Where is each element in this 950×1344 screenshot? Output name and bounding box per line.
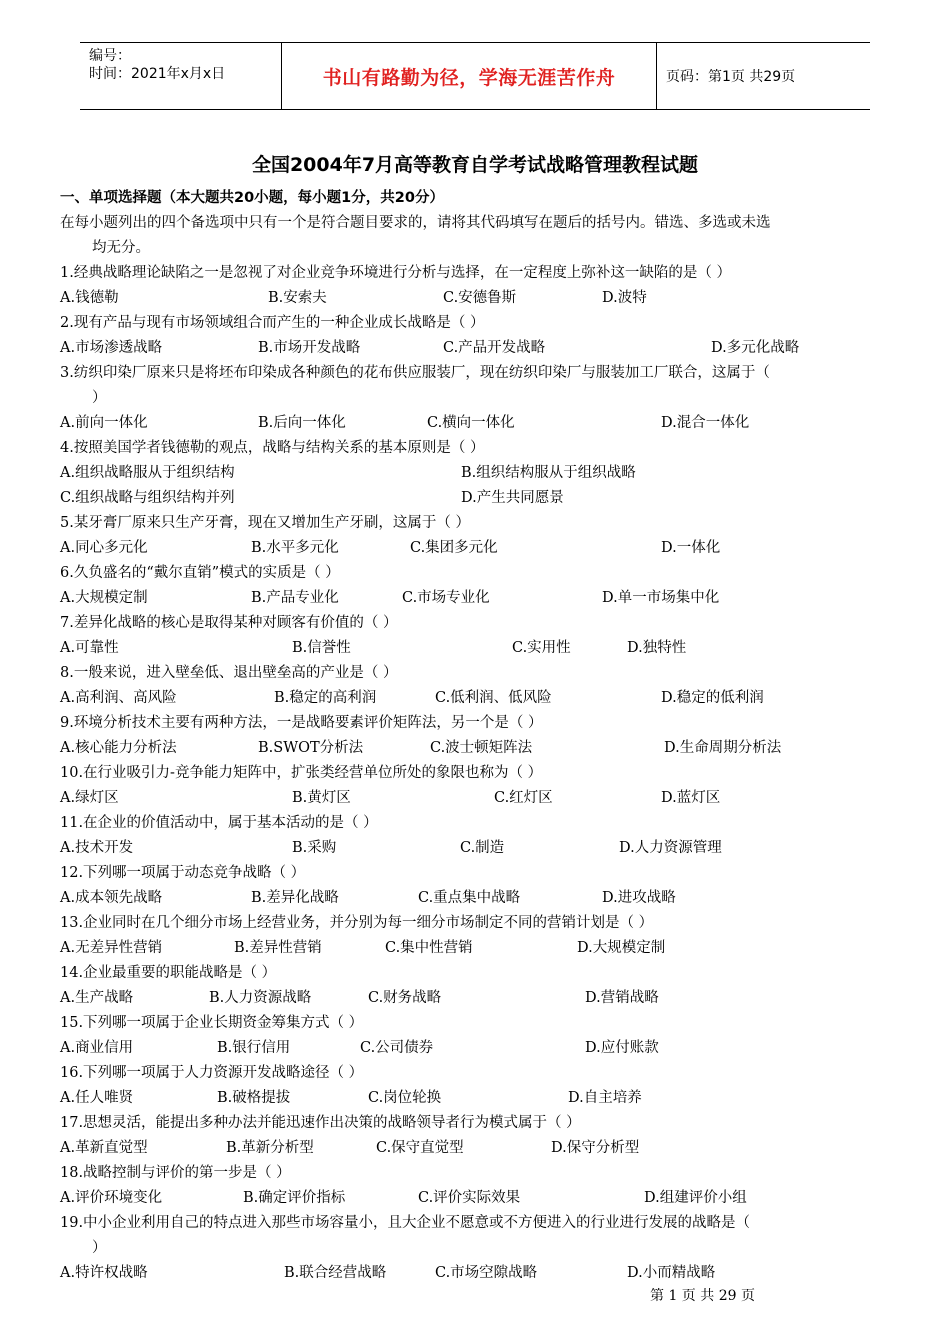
answer-option: A.技术开发 [60, 840, 134, 856]
answer-option: A.商业信用 [60, 1040, 134, 1056]
answer-option: C.岗位轮换 [368, 1090, 442, 1106]
option-row [60, 1136, 890, 1161]
answer-option: C.重点集中战略 [418, 890, 521, 906]
question-stem: 10.在行业吸引力-竞争能力矩阵中，扩张类经营单位所处的象限也称为（ ） [60, 765, 543, 781]
option-row [60, 1086, 890, 1111]
question-stem: 3.纺织印染厂原来只是将坯布印染成各种颜色的花布供应服装厂，现在纺织印染厂与服装加工厂联合，这属于（ [60, 365, 770, 381]
answer-option: C.集中性营销 [385, 940, 473, 956]
option-row [60, 786, 890, 811]
answer-option: D.单一市场集中化 [602, 590, 720, 606]
option-row [60, 336, 890, 361]
answer-option: A.大规模定制 [60, 590, 148, 606]
question-stem: 16.下列哪一项属于人力资源开发战略途径（ ） [60, 1065, 364, 1081]
answer-option: B.市场开发战略 [258, 340, 361, 356]
question-stem: 11.在企业的价值活动中，属于基本活动的是（ ） [60, 815, 378, 831]
answer-option: B.安索夫 [268, 290, 327, 306]
answer-option: B.组织结构服从于组织战略 [461, 465, 636, 481]
answer-option: D.人力资源管理 [619, 840, 722, 856]
question-stem: 17.思想灵活，能提出多种办法并能迅速作出决策的战略领导者行为模式属于（ ） [60, 1115, 581, 1131]
answer-option: C.集团多元化 [410, 540, 498, 556]
option-row [60, 1036, 890, 1061]
answer-option: D.应付账款 [585, 1040, 659, 1056]
question-list [60, 261, 890, 1286]
answer-option: B.产品专业化 [251, 590, 339, 606]
answer-option: B.银行信用 [217, 1040, 291, 1056]
answer-option: A.任人唯贤 [60, 1090, 134, 1106]
option-row [60, 636, 890, 661]
answer-option: D.组建评价小组 [644, 1190, 747, 1206]
intro-line: 在每小题列出的四个备选项中只有一个是符合题目要求的，请将其代码填写在题后的括号内。错选、多选或未选 [60, 215, 771, 231]
option-row [60, 686, 890, 711]
header-table [80, 42, 870, 110]
question-section [60, 186, 890, 1286]
answer-option: A.绿灯区 [60, 790, 119, 806]
answer-option: B.确定评价指标 [243, 1190, 346, 1206]
answer-option: C.红灯区 [494, 790, 553, 806]
question-stem: 8.一般来说，进入壁垒低、退出壁垒高的产业是（ ） [60, 665, 398, 681]
answer-option: A.特许权战略 [60, 1265, 148, 1281]
answer-option: C.横向一体化 [427, 415, 515, 431]
answer-option: D.保守分析型 [551, 1140, 640, 1156]
question-stem: 14.企业最重要的职能战略是（ ） [60, 965, 277, 981]
question-stem-continuation: ） [92, 390, 107, 406]
answer-option: D.营销战略 [585, 990, 659, 1006]
answer-option: D.多元化战略 [711, 340, 800, 356]
answer-option: B.差异化战略 [251, 890, 339, 906]
answer-option: B.SWOT分析法 [258, 740, 364, 756]
answer-option: C.波士顿矩阵法 [430, 740, 533, 756]
question-stem: 15.下列哪一项属于企业长期资金筹集方式（ ） [60, 1015, 364, 1031]
answer-option: A.组织战略服从于组织结构 [60, 465, 235, 481]
question-stem: 9.环境分析技术主要有两种方法，一是战略要素评价矩阵法，另一个是（ ） [60, 715, 543, 731]
option-row [60, 986, 890, 1011]
option-row [60, 286, 890, 311]
answer-option: C.保守直觉型 [376, 1140, 464, 1156]
time-label: 时间：2021年x月x日 [89, 66, 226, 82]
answer-option: D.稳定的低利润 [661, 690, 764, 706]
answer-option: A.革新直觉型 [60, 1140, 148, 1156]
answer-option: D.一体化 [661, 540, 721, 556]
answer-option: D.小而精战略 [627, 1265, 716, 1281]
option-row [60, 736, 890, 761]
answer-option: D.混合一体化 [661, 415, 750, 431]
answer-option: B.人力资源战略 [209, 990, 312, 1006]
question-stem: 1.经典战略理论缺陷之一是忽视了对企业竞争环境进行分析与选择，在一定程度上弥补这一缺陷的是（ ） [60, 265, 731, 281]
answer-option: A.前向一体化 [60, 415, 148, 431]
question-stem: 6.久负盛名的“戴尔直销”模式的实质是（ ） [60, 565, 340, 581]
question-stem: 2.现有产品与现有市场领域组合而产生的一种企业成长战略是（ ） [60, 315, 485, 331]
answer-option: C.组织战略与组织结构并列 [60, 490, 235, 506]
section-intro [60, 211, 890, 261]
page-footer: 第 1 页 共 29 页 [650, 1288, 755, 1304]
answer-option: D.独特性 [627, 640, 687, 656]
option-row [60, 886, 890, 911]
answer-option: A.成本领先战略 [60, 890, 163, 906]
answer-option: D.波特 [602, 290, 647, 306]
page-title: 全国2004年7月高等教育自学考试战略管理教程试题 [251, 154, 699, 176]
answer-option: C.制造 [460, 840, 505, 856]
answer-option: B.稳定的高利润 [274, 690, 377, 706]
option-row [60, 586, 890, 611]
answer-option: C.安德鲁斯 [443, 290, 517, 306]
answer-option: B.差异性营销 [234, 940, 322, 956]
option-row [60, 461, 890, 486]
serial-label: 编号： [89, 48, 131, 64]
option-row [60, 411, 890, 436]
answer-option: C.市场专业化 [402, 590, 490, 606]
question-stem: 5.某牙膏厂原来只生产牙膏，现在又增加生产牙刷，这属于（ ） [60, 515, 470, 531]
option-row [60, 1261, 890, 1286]
answer-option: A.无差异性营销 [60, 940, 163, 956]
answer-option: C.公司债券 [360, 1040, 434, 1056]
option-row [60, 536, 890, 561]
option-row [60, 836, 890, 861]
question-stem: 13.企业同时在几个细分市场上经营业务，并分别为每一细分市场制定不同的营销计划是（ ） [60, 915, 654, 931]
answer-option: A.市场渗透战略 [60, 340, 163, 356]
answer-option: B.水平多元化 [251, 540, 339, 556]
answer-option: B.信誉性 [292, 640, 351, 656]
page-info: 页码：第1页 共29页 [657, 43, 871, 110]
answer-option: D.大规模定制 [577, 940, 666, 956]
header-left-cell [80, 43, 282, 110]
answer-option: C.产品开发战略 [443, 340, 546, 356]
answer-option: A.高利润、高风险 [60, 690, 177, 706]
question-stem: 18.战略控制与评价的第一步是（ ） [60, 1165, 291, 1181]
answer-option: A.评价环境变化 [60, 1190, 163, 1206]
answer-option: D.自主培养 [568, 1090, 642, 1106]
option-row [60, 1186, 890, 1211]
question-stem: 4.按照美国学者钱德勒的观点，战略与结构关系的基本原则是（ ） [60, 440, 485, 456]
answer-option: B.联合经营战略 [284, 1265, 387, 1281]
answer-option: C.低利润、低风险 [435, 690, 552, 706]
question-stem: 19.中小企业利用自己的特点进入那些市场容量小，且大企业不愿意或不方便进入的行业进行发展的战略是（ [60, 1215, 751, 1231]
answer-option: B.革新分析型 [226, 1140, 314, 1156]
option-row [60, 936, 890, 961]
question-stem: 12.下列哪一项属于动态竞争战略（ ） [60, 865, 306, 881]
answer-option: D.产生共同愿景 [461, 490, 564, 506]
answer-option: C.财务战略 [368, 990, 442, 1006]
section-heading: 一、单项选择题（本大题共20小题，每小题1分，共20分） [60, 190, 444, 206]
option-row [60, 486, 890, 511]
answer-option: B.破格提拔 [217, 1090, 291, 1106]
question-stem-continuation: ） [92, 1240, 107, 1256]
answer-option: C.实用性 [512, 640, 571, 656]
answer-option: A.核心能力分析法 [60, 740, 177, 756]
answer-option: A.生产战略 [60, 990, 134, 1006]
question-stem: 7.差异化战略的核心是取得某种对顾客有价值的（ ） [60, 615, 398, 631]
intro-line: 均无分。 [92, 240, 150, 256]
answer-option: B.黄灯区 [292, 790, 351, 806]
answer-option: A.钱德勒 [60, 290, 119, 306]
answer-option: C.市场空隙战略 [435, 1265, 538, 1281]
answer-option: D.生命周期分析法 [664, 740, 782, 756]
answer-option: B.后向一体化 [258, 415, 346, 431]
motto: 书山有路勤为径，学海无涯苦作舟 [282, 43, 657, 110]
answer-option: C.评价实际效果 [418, 1190, 521, 1206]
answer-option: A.同心多元化 [60, 540, 148, 556]
answer-option: A.可靠性 [60, 640, 119, 656]
answer-option: D.蓝灯区 [661, 790, 721, 806]
answer-option: B.采购 [292, 840, 337, 856]
answer-option: D.进攻战略 [602, 890, 676, 906]
